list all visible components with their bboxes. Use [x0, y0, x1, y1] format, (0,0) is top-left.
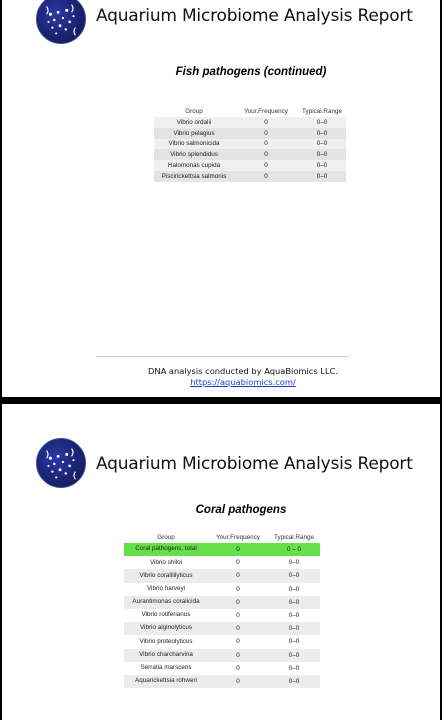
- range-cell: 0–0: [288, 664, 300, 672]
- range-cell: 0–0: [288, 677, 300, 685]
- table-row: [154, 139, 346, 150]
- range-cell: 0–0: [288, 651, 300, 659]
- range-cell: 0–0: [316, 162, 328, 170]
- frequency-cell: 0: [264, 162, 268, 170]
- range-cell: 0–0: [316, 140, 328, 148]
- group-column-header: Group: [157, 534, 175, 541]
- frequency-cell: 0: [264, 118, 268, 126]
- group-cell: Vibrio pelagius: [173, 129, 215, 137]
- table-row: [124, 622, 320, 635]
- aquabiomics-link[interactable]: https://aquabiomics.com/: [190, 377, 296, 387]
- table-row: [124, 662, 320, 675]
- range-cell: 0–0: [316, 118, 328, 126]
- frequency-column-header: Your.Frequency: [244, 108, 288, 115]
- range-cell: 0 – 0: [286, 546, 301, 554]
- table-row: [124, 556, 320, 569]
- frequency-cell: 0: [264, 140, 268, 148]
- table-row: [154, 117, 346, 128]
- range-cell: 0–0: [288, 625, 300, 633]
- coral-pathogens-table: [124, 532, 320, 688]
- footer-divider: [96, 356, 348, 357]
- table-row: [124, 596, 320, 609]
- frequency-cell: 0: [236, 546, 240, 554]
- range-cell: 0–0: [288, 559, 300, 567]
- table-row: [124, 635, 320, 648]
- group-cell: Aquarickettsia rohweri: [135, 677, 197, 685]
- range-cell: 0–0: [288, 638, 300, 646]
- group-cell: Halomonas cupida: [167, 162, 221, 170]
- range-cell: 0–0: [288, 585, 300, 593]
- frequency-cell: 0: [236, 638, 240, 646]
- section-title: Fish pathogens (continued): [175, 66, 327, 78]
- range-cell: 0–0: [316, 172, 328, 180]
- frequency-cell: 0: [264, 151, 268, 159]
- group-cell: Vibrio splendidus: [170, 151, 218, 159]
- report-page-1: [2, 0, 440, 397]
- table-row: [124, 675, 320, 688]
- range-column-header: Typical.Range: [274, 534, 314, 541]
- group-cell: Coral pathogens, total: [135, 545, 197, 553]
- report-page-2: [2, 404, 440, 720]
- frequency-cell: 0: [236, 612, 240, 620]
- group-column-header: Group: [185, 108, 203, 115]
- frequency-cell: 0: [236, 625, 240, 633]
- frequency-cell: 0: [236, 585, 240, 593]
- table-row: [154, 128, 346, 139]
- table-row: [124, 583, 320, 596]
- group-cell: Vibrio coralliilyticus: [139, 571, 193, 579]
- table-row: [154, 160, 346, 171]
- group-cell: Vibrio harveyi: [146, 584, 186, 592]
- group-cell: Piscirickettsia salmonis: [161, 172, 227, 180]
- range-cell: 0–0: [288, 598, 300, 606]
- table-header-row: [154, 106, 346, 117]
- group-cell: Vibrio charcharvina: [139, 650, 193, 658]
- fish-pathogens-table: [154, 106, 346, 182]
- table-row: [154, 171, 346, 182]
- report-title: Aquarium Microbiome Analysis Report: [96, 454, 413, 474]
- frequency-cell: 0: [236, 559, 240, 567]
- range-cell: 0–0: [316, 129, 328, 137]
- frequency-cell: 0: [264, 129, 268, 137]
- frequency-cell: 0: [236, 677, 240, 685]
- table-row-total: [124, 543, 320, 556]
- aquabiomics-logo-icon: [36, 438, 86, 488]
- range-cell: 0–0: [316, 151, 328, 159]
- range-column-header: Typical.Range: [302, 108, 342, 115]
- table-row: [154, 149, 346, 160]
- table-row: [124, 569, 320, 582]
- table-header-row: [124, 532, 320, 543]
- frequency-cell: 0: [264, 172, 268, 180]
- frequency-cell: 0: [236, 572, 240, 580]
- range-cell: 0–0: [288, 572, 300, 580]
- frequency-cell: 0: [236, 651, 240, 659]
- group-cell: Vibrio rotiferianus: [141, 611, 191, 619]
- frequency-cell: 0: [236, 664, 240, 672]
- frequency-cell: 0: [236, 598, 240, 606]
- range-cell: 0–0: [288, 612, 300, 620]
- footer-credit: DNA analysis conducted by AquaBiomics LLC.: [148, 366, 338, 376]
- group-cell: Vibrio proteolyticus: [139, 637, 193, 645]
- report-title: Aquarium Microbiome Analysis Report: [96, 6, 413, 26]
- table-row: [124, 609, 320, 622]
- group-cell: Vibrio ordalii: [176, 118, 212, 126]
- group-cell: Vibrio alginolyticus: [139, 624, 193, 632]
- group-cell: Vibrio shiloi: [149, 558, 183, 566]
- section-title: Coral pathogens: [195, 504, 287, 516]
- table-row: [124, 649, 320, 662]
- aquabiomics-logo-icon: [36, 0, 86, 44]
- frequency-column-header: Your.Frequency: [216, 534, 260, 541]
- group-cell: Vibrio salmonicida: [168, 140, 220, 148]
- group-cell: Serratia marscens: [140, 664, 192, 672]
- group-cell: Aurantimonas coralicida: [132, 598, 200, 606]
